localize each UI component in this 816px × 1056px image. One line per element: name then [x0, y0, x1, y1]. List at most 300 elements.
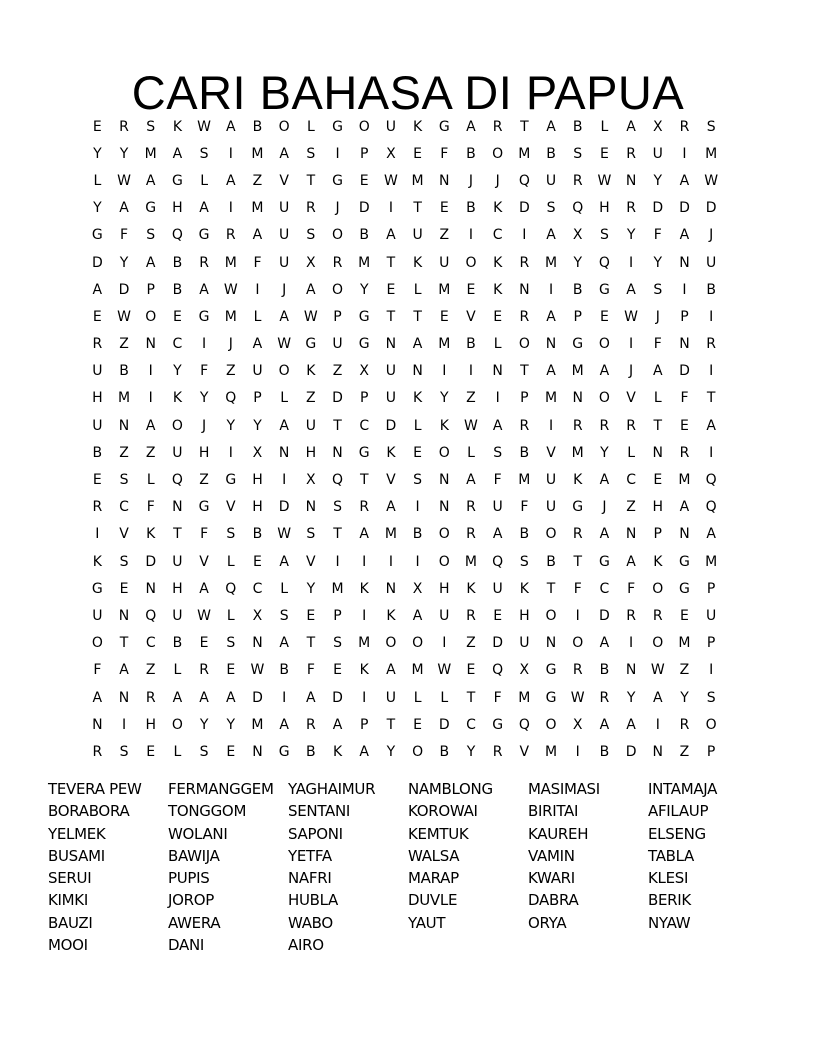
grid-letter[interactable]: Y — [199, 390, 209, 407]
grid-letter[interactable]: I — [202, 336, 207, 353]
grid-letter[interactable]: N — [278, 444, 290, 461]
grid-letter[interactable]: A — [599, 363, 610, 380]
grid-letter[interactable]: A — [466, 118, 476, 135]
grid-letter[interactable]: M — [678, 635, 691, 652]
grid-letter[interactable]: G — [332, 172, 343, 189]
grid-letter[interactable]: M — [411, 662, 424, 679]
grid-letter[interactable]: D — [278, 499, 290, 516]
grid-letter[interactable]: M — [224, 308, 237, 325]
grid-letter[interactable]: Y — [359, 281, 369, 298]
grid-letter[interactable]: W — [117, 172, 131, 189]
grid-letter[interactable]: I — [388, 553, 393, 570]
grid-letter[interactable]: A — [706, 417, 716, 434]
grid-letter[interactable]: A — [546, 308, 556, 325]
grid-letter[interactable]: R — [706, 336, 717, 353]
grid-letter[interactable]: T — [653, 417, 663, 434]
grid-letter[interactable]: U — [172, 607, 183, 624]
grid-letter[interactable]: N — [145, 336, 156, 353]
grid-letter[interactable]: N — [439, 499, 450, 516]
grid-letter[interactable]: Y — [119, 254, 129, 271]
grid-letter[interactable]: D — [518, 200, 530, 217]
grid-letter[interactable]: T — [386, 716, 396, 733]
grid-letter[interactable]: D — [145, 553, 157, 570]
grid-letter[interactable]: A — [412, 336, 423, 353]
grid-letter[interactable]: T — [333, 526, 342, 543]
grid-letter[interactable]: E — [92, 472, 102, 489]
grid-letter[interactable]: N — [332, 444, 343, 461]
grid-letter[interactable]: D — [679, 363, 690, 380]
grid-letter[interactable]: M — [544, 390, 558, 407]
grid-letter[interactable]: O — [518, 336, 530, 353]
grid-letter[interactable]: U — [652, 145, 663, 162]
grid-letter[interactable]: R — [626, 200, 636, 217]
grid-letter[interactable]: A — [225, 172, 236, 189]
grid-letter[interactable]: R — [599, 417, 610, 434]
grid-letter[interactable]: S — [546, 200, 556, 217]
grid-letter[interactable]: A — [626, 281, 636, 298]
grid-letter[interactable]: K — [92, 553, 102, 570]
grid-letter[interactable]: D — [625, 743, 637, 760]
grid-letter[interactable]: F — [520, 499, 529, 516]
grid-letter[interactable]: A — [652, 689, 663, 706]
grid-letter[interactable]: C — [359, 417, 370, 434]
grid-letter[interactable]: D — [332, 390, 343, 407]
grid-letter[interactable]: A — [119, 200, 129, 217]
grid-letter[interactable]: Z — [679, 662, 690, 679]
grid-letter[interactable]: A — [172, 689, 183, 706]
grid-letter[interactable]: N — [679, 254, 690, 271]
grid-letter[interactable]: R — [572, 526, 583, 543]
grid-letter[interactable]: D — [438, 716, 450, 733]
grid-letter[interactable]: Y — [466, 743, 476, 760]
grid-letter[interactable]: X — [572, 716, 583, 733]
grid-letter[interactable]: T — [520, 363, 529, 380]
grid-letter[interactable]: K — [413, 118, 423, 135]
grid-letter[interactable]: R — [572, 172, 583, 189]
grid-letter[interactable]: G — [225, 472, 237, 489]
grid-letter[interactable]: N — [172, 499, 183, 516]
grid-letter[interactable]: X — [386, 145, 396, 162]
grid-letter[interactable]: I — [335, 553, 340, 570]
grid-letter[interactable]: K — [172, 390, 182, 407]
grid-letter[interactable]: O — [438, 553, 450, 570]
grid-letter[interactable]: L — [413, 281, 422, 298]
grid-letter[interactable]: S — [306, 145, 316, 162]
grid-letter[interactable]: T — [359, 472, 369, 489]
grid-letter[interactable]: Z — [466, 635, 476, 652]
grid-letter[interactable]: Y — [680, 689, 689, 706]
grid-letter[interactable]: S — [226, 635, 236, 652]
grid-letter[interactable]: R — [466, 526, 476, 543]
grid-letter[interactable]: P — [653, 526, 662, 543]
grid-letter[interactable]: Y — [119, 145, 129, 162]
grid-letter[interactable]: Q — [572, 200, 584, 217]
grid-letter[interactable]: U — [252, 363, 263, 380]
grid-letter[interactable]: S — [706, 118, 716, 135]
grid-letter[interactable]: Y — [173, 363, 182, 380]
grid-letter[interactable]: J — [228, 336, 233, 353]
grid-letter[interactable]: W — [570, 689, 585, 706]
grid-letter[interactable]: M — [438, 336, 451, 353]
grid-letter[interactable]: P — [573, 308, 582, 325]
grid-letter[interactable]: I — [362, 689, 367, 706]
grid-letter[interactable]: W — [197, 118, 212, 135]
grid-letter[interactable]: R — [519, 254, 530, 271]
grid-letter[interactable]: X — [252, 444, 263, 461]
grid-letter[interactable]: K — [519, 580, 529, 597]
grid-letter[interactable]: I — [629, 254, 634, 271]
grid-letter[interactable]: Y — [226, 417, 236, 434]
grid-letter[interactable]: E — [493, 607, 503, 624]
grid-letter[interactable]: I — [575, 743, 580, 760]
grid-letter[interactable]: B — [572, 118, 583, 135]
grid-letter[interactable]: P — [359, 390, 369, 407]
grid-letter[interactable]: R — [199, 662, 209, 679]
grid-letter[interactable]: N — [385, 580, 397, 597]
grid-letter[interactable]: I — [682, 281, 687, 298]
grid-letter[interactable]: A — [679, 172, 690, 189]
grid-letter[interactable]: A — [279, 716, 289, 733]
grid-letter[interactable]: R — [599, 689, 610, 706]
grid-letter[interactable]: A — [679, 499, 690, 516]
grid-letter[interactable]: C — [119, 499, 129, 516]
grid-letter[interactable]: U — [172, 553, 183, 570]
grid-letter[interactable]: W — [597, 172, 612, 189]
grid-letter[interactable]: Z — [626, 499, 636, 516]
grid-letter[interactable]: C — [466, 716, 476, 733]
grid-letter[interactable]: X — [412, 580, 423, 597]
grid-letter[interactable]: B — [252, 526, 263, 543]
grid-letter[interactable]: K — [386, 444, 396, 461]
grid-letter[interactable]: Q — [171, 227, 183, 244]
grid-letter[interactable]: E — [413, 145, 423, 162]
grid-letter[interactable]: A — [679, 227, 690, 244]
grid-letter[interactable]: H — [92, 390, 103, 407]
grid-letter[interactable]: W — [437, 662, 452, 679]
grid-letter[interactable]: O — [145, 308, 157, 325]
grid-letter[interactable]: S — [306, 526, 316, 543]
grid-letter[interactable]: X — [306, 472, 316, 489]
grid-letter[interactable]: D — [679, 200, 690, 217]
grid-letter[interactable]: Y — [253, 417, 262, 434]
grid-letter[interactable]: Z — [439, 227, 450, 244]
grid-letter[interactable]: U — [545, 472, 557, 489]
grid-letter[interactable]: M — [678, 472, 691, 489]
grid-letter[interactable]: I — [548, 417, 554, 434]
grid-letter[interactable]: T — [386, 308, 396, 325]
grid-letter[interactable]: D — [385, 417, 397, 434]
grid-letter[interactable]: U — [172, 444, 183, 461]
grid-letter[interactable]: M — [224, 254, 237, 271]
grid-letter[interactable]: S — [333, 499, 342, 516]
grid-letter[interactable]: H — [652, 499, 664, 516]
grid-letter[interactable]: R — [225, 227, 236, 244]
grid-letter[interactable]: K — [413, 390, 423, 407]
grid-letter[interactable]: R — [679, 118, 690, 135]
grid-letter[interactable]: A — [599, 526, 610, 543]
grid-letter[interactable]: T — [706, 390, 716, 407]
grid-letter[interactable]: I — [255, 281, 260, 298]
grid-letter[interactable]: L — [280, 580, 289, 597]
grid-letter[interactable]: F — [680, 390, 689, 407]
grid-letter[interactable]: O — [492, 145, 504, 162]
grid-letter[interactable]: Y — [626, 227, 636, 244]
grid-letter[interactable]: S — [706, 689, 716, 706]
grid-letter[interactable]: Y — [306, 580, 316, 597]
grid-letter[interactable]: E — [146, 743, 156, 760]
grid-letter[interactable]: A — [225, 689, 236, 706]
grid-letter[interactable]: L — [173, 662, 182, 679]
grid-letter[interactable]: Z — [225, 363, 236, 380]
grid-letter[interactable]: N — [625, 526, 637, 543]
grid-letter[interactable]: W — [383, 172, 398, 189]
grid-letter[interactable]: M — [358, 254, 371, 271]
grid-letter[interactable]: A — [599, 635, 610, 652]
grid-letter[interactable]: T — [413, 200, 422, 217]
grid-letter[interactable]: A — [706, 526, 716, 543]
grid-letter[interactable]: T — [413, 308, 422, 325]
grid-letter[interactable]: M — [251, 200, 264, 217]
grid-letter[interactable]: A — [119, 662, 129, 679]
grid-letter[interactable]: T — [173, 526, 182, 543]
grid-letter[interactable]: A — [359, 743, 369, 760]
grid-letter[interactable]: M — [464, 553, 478, 570]
grid-letter[interactable]: E — [599, 308, 609, 325]
grid-letter[interactable]: P — [706, 635, 716, 652]
grid-letter[interactable]: M — [384, 526, 397, 543]
grid-letter[interactable]: P — [706, 743, 716, 760]
grid-letter[interactable]: O — [438, 526, 450, 543]
grid-letter[interactable]: B — [172, 635, 183, 652]
grid-letter[interactable]: U — [706, 607, 717, 624]
grid-letter[interactable]: Y — [93, 145, 102, 162]
grid-letter[interactable]: S — [146, 118, 156, 135]
grid-letter[interactable]: O — [545, 607, 557, 624]
grid-letter[interactable]: X — [359, 363, 370, 380]
grid-letter[interactable]: Y — [653, 172, 663, 189]
grid-letter[interactable]: C — [599, 580, 610, 597]
grid-letter[interactable]: S — [653, 281, 663, 298]
grid-letter[interactable]: L — [253, 308, 262, 325]
grid-letter[interactable]: A — [199, 200, 209, 217]
grid-letter[interactable]: I — [575, 607, 580, 624]
grid-letter[interactable]: R — [92, 743, 103, 760]
grid-letter[interactable]: A — [386, 662, 396, 679]
grid-letter[interactable]: K — [359, 580, 369, 597]
grid-letter[interactable]: G — [598, 281, 610, 298]
grid-letter[interactable]: Z — [679, 743, 690, 760]
grid-letter[interactable]: R — [572, 662, 583, 679]
grid-letter[interactable]: E — [599, 145, 609, 162]
grid-letter[interactable]: O — [278, 363, 290, 380]
grid-letter[interactable]: A — [492, 526, 503, 543]
grid-letter[interactable]: H — [305, 444, 317, 461]
grid-letter[interactable]: E — [199, 635, 209, 652]
grid-letter[interactable]: F — [200, 363, 209, 380]
grid-letter[interactable]: Y — [199, 716, 209, 733]
grid-letter[interactable]: P — [359, 145, 369, 162]
grid-letter[interactable]: L — [93, 172, 102, 189]
grid-letter[interactable]: V — [626, 390, 636, 407]
grid-letter[interactable]: I — [629, 336, 634, 353]
grid-letter[interactable]: C — [172, 336, 183, 353]
grid-letter[interactable]: P — [333, 308, 342, 325]
grid-letter[interactable]: R — [92, 336, 103, 353]
grid-letter[interactable]: E — [466, 662, 476, 679]
grid-letter[interactable]: F — [493, 689, 502, 706]
grid-letter[interactable]: R — [466, 607, 476, 624]
grid-letter[interactable]: P — [359, 716, 369, 733]
grid-letter[interactable]: G — [598, 553, 610, 570]
grid-letter[interactable]: T — [333, 417, 342, 434]
grid-letter[interactable]: N — [118, 417, 130, 434]
grid-letter[interactable]: E — [466, 281, 476, 298]
grid-letter[interactable]: S — [226, 526, 236, 543]
grid-letter[interactable]: R — [626, 145, 636, 162]
grid-letter[interactable]: F — [653, 336, 662, 353]
grid-letter[interactable]: J — [282, 281, 287, 298]
grid-letter[interactable]: W — [650, 662, 665, 679]
grid-letter[interactable]: U — [279, 227, 290, 244]
grid-letter[interactable]: B — [519, 526, 530, 543]
grid-letter[interactable]: A — [492, 417, 503, 434]
grid-letter[interactable]: I — [468, 227, 474, 244]
grid-letter[interactable]: G — [572, 336, 584, 353]
grid-letter[interactable]: E — [119, 580, 129, 597]
grid-letter[interactable]: J — [202, 417, 207, 434]
grid-letter[interactable]: J — [602, 499, 607, 516]
grid-letter[interactable]: L — [413, 689, 422, 706]
grid-letter[interactable]: U — [332, 336, 343, 353]
grid-letter[interactable]: K — [306, 363, 316, 380]
grid-letter[interactable]: H — [172, 200, 183, 217]
grid-letter[interactable]: K — [386, 607, 396, 624]
grid-letter[interactable]: O — [332, 281, 344, 298]
grid-letter[interactable]: N — [519, 281, 530, 298]
grid-letter[interactable]: O — [545, 716, 557, 733]
grid-letter[interactable]: S — [413, 472, 423, 489]
grid-letter[interactable]: F — [440, 145, 449, 162]
grid-letter[interactable]: E — [92, 118, 102, 135]
grid-letter[interactable]: I — [442, 635, 447, 652]
grid-letter[interactable]: G — [572, 499, 584, 516]
grid-letter[interactable]: G — [198, 499, 210, 516]
grid-letter[interactable]: K — [653, 553, 663, 570]
grid-letter[interactable]: A — [599, 472, 610, 489]
grid-letter[interactable]: O — [438, 444, 450, 461]
grid-letter[interactable]: R — [679, 716, 690, 733]
grid-letter[interactable]: I — [709, 444, 714, 461]
grid-letter[interactable]: I — [468, 363, 474, 380]
grid-letter[interactable]: D — [252, 689, 263, 706]
grid-letter[interactable]: A — [626, 716, 636, 733]
grid-letter[interactable]: Y — [386, 743, 396, 760]
grid-letter[interactable]: W — [250, 662, 265, 679]
grid-letter[interactable]: Q — [598, 254, 610, 271]
grid-letter[interactable]: Q — [171, 472, 183, 489]
grid-letter[interactable]: E — [653, 472, 663, 489]
grid-letter[interactable]: D — [91, 254, 103, 271]
grid-letter[interactable]: I — [388, 200, 393, 217]
grid-letter[interactable]: A — [199, 580, 209, 597]
grid-letter[interactable]: N — [625, 172, 637, 189]
grid-letter[interactable]: U — [412, 227, 423, 244]
grid-letter[interactable]: O — [412, 635, 424, 652]
grid-letter[interactable]: A — [359, 526, 369, 543]
grid-letter[interactable]: I — [655, 716, 660, 733]
grid-letter[interactable]: A — [279, 417, 289, 434]
grid-letter[interactable]: L — [146, 472, 155, 489]
grid-letter[interactable]: T — [306, 635, 316, 652]
grid-letter[interactable]: B — [546, 553, 556, 570]
grid-letter[interactable]: B — [466, 145, 476, 162]
grid-letter[interactable]: G — [492, 716, 504, 733]
grid-letter[interactable]: S — [119, 472, 129, 489]
grid-letter[interactable]: Q — [225, 390, 237, 407]
grid-letter[interactable]: Y — [626, 689, 636, 706]
grid-letter[interactable]: B — [412, 526, 423, 543]
grid-letter[interactable]: A — [145, 417, 156, 434]
grid-letter[interactable]: A — [546, 118, 556, 135]
grid-letter[interactable]: M — [518, 472, 531, 489]
grid-letter[interactable]: K — [172, 118, 182, 135]
grid-letter[interactable]: I — [228, 145, 233, 162]
grid-letter[interactable]: I — [709, 363, 714, 380]
grid-letter[interactable]: R — [199, 254, 209, 271]
grid-letter[interactable]: E — [439, 308, 449, 325]
grid-letter[interactable]: U — [492, 580, 503, 597]
grid-letter[interactable]: S — [573, 145, 583, 162]
grid-letter[interactable]: B — [252, 118, 263, 135]
grid-letter[interactable]: O — [171, 417, 183, 434]
grid-letter[interactable]: G — [278, 743, 290, 760]
grid-letter[interactable]: E — [306, 607, 316, 624]
grid-letter[interactable]: O — [598, 390, 610, 407]
grid-letter[interactable]: R — [145, 689, 156, 706]
grid-letter[interactable]: K — [573, 472, 583, 489]
grid-letter[interactable]: L — [467, 444, 475, 461]
grid-letter[interactable]: V — [225, 499, 236, 516]
grid-letter[interactable]: K — [332, 743, 343, 760]
grid-letter[interactable]: G — [171, 172, 183, 189]
grid-letter[interactable]: U — [92, 417, 103, 434]
grid-letter[interactable]: B — [119, 363, 129, 380]
grid-letter[interactable]: W — [223, 281, 238, 298]
grid-letter[interactable]: G — [198, 227, 210, 244]
grid-letter[interactable]: I — [495, 390, 500, 407]
grid-letter[interactable]: F — [573, 580, 582, 597]
grid-letter[interactable]: L — [226, 607, 235, 624]
grid-letter[interactable]: M — [331, 580, 344, 597]
grid-letter[interactable]: S — [333, 635, 342, 652]
grid-letter[interactable]: U — [305, 417, 316, 434]
grid-letter[interactable]: B — [172, 281, 183, 298]
grid-letter[interactable]: Z — [252, 172, 263, 189]
grid-letter[interactable]: I — [415, 499, 420, 516]
grid-letter[interactable]: Q — [145, 607, 157, 624]
grid-letter[interactable]: Z — [199, 472, 209, 489]
grid-letter[interactable]: O — [465, 254, 477, 271]
grid-letter[interactable]: Y — [93, 200, 102, 217]
grid-letter[interactable]: I — [548, 281, 554, 298]
grid-letter[interactable]: D — [118, 281, 130, 298]
grid-letter[interactable]: R — [332, 254, 343, 271]
grid-letter[interactable]: A — [626, 118, 636, 135]
grid-letter[interactable]: B — [466, 336, 476, 353]
grid-letter[interactable]: A — [412, 607, 423, 624]
grid-letter[interactable]: E — [386, 281, 396, 298]
grid-letter[interactable]: L — [306, 118, 315, 135]
